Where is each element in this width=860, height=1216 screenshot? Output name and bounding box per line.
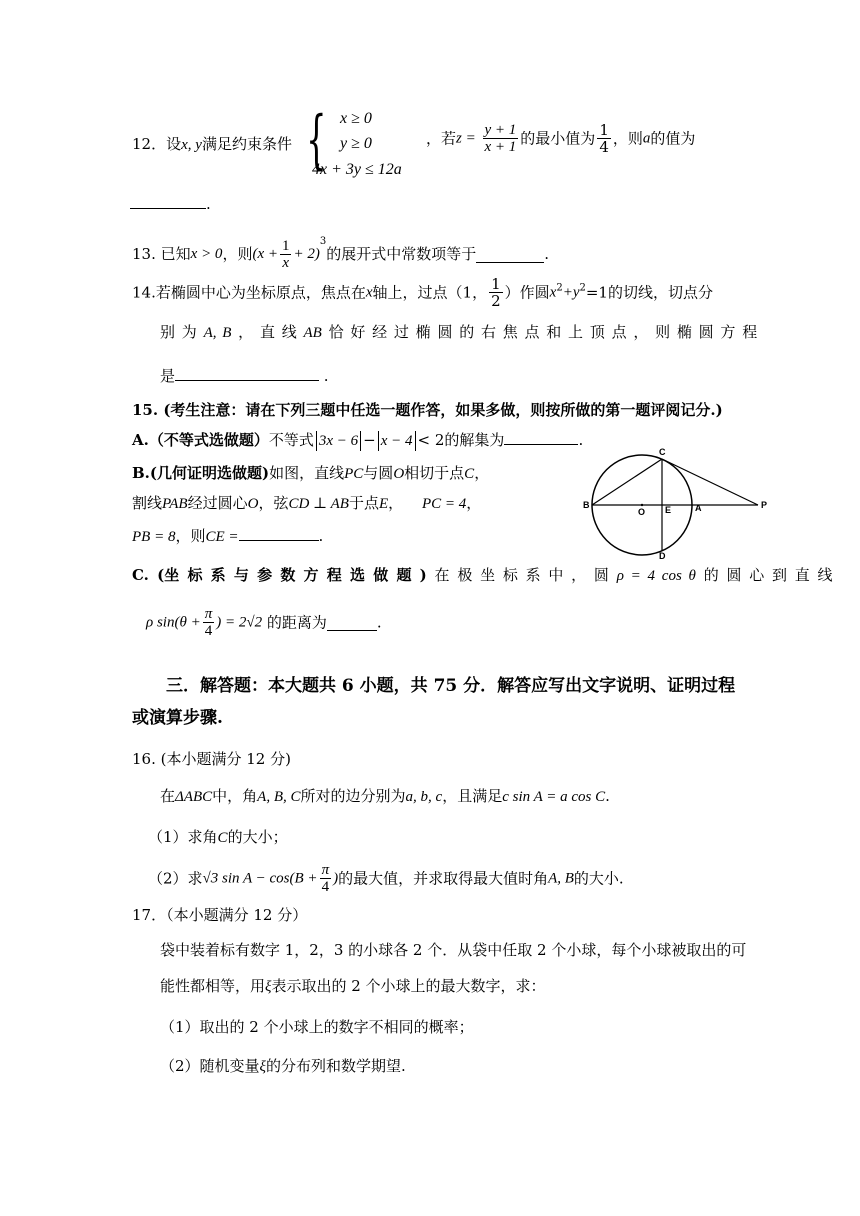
q15a-text: 不等式 [268, 431, 314, 449]
q14-line3 [160, 364, 329, 386]
q13-frac-den: x [282, 254, 290, 271]
q12-brace: { [306, 103, 327, 177]
q15b-o: O [247, 496, 259, 512]
q15b-ce: CE = [205, 529, 239, 545]
q16-ab: A, B [548, 870, 574, 887]
q14-ab: A, B [203, 325, 232, 341]
q12-frac-den: x + 1 [484, 139, 517, 155]
q12-min-num: 1 [599, 121, 609, 139]
q15c-pi: π [204, 606, 213, 622]
q15b-text: 与圆 [363, 464, 394, 482]
q14-text: ）作圆 [504, 283, 550, 302]
q15a-line [132, 428, 583, 451]
q15a-text: 的解集为 [444, 431, 505, 449]
q15a-end: . [578, 431, 584, 449]
section3-heading: 三．解答题：本大题共 6 小题，共 75 分．解答应写出文字说明、证明过程 [166, 676, 736, 696]
q15a-minus: − [363, 431, 376, 449]
q14-text: ， 直 线 [238, 323, 297, 341]
label-p: P [761, 500, 768, 510]
q15b-label: B.(几何证明选做题) [132, 464, 270, 482]
q16-text: 的大小. [573, 869, 624, 888]
q12-constraint-3: 4x + 3y ≤ 12a [312, 161, 402, 178]
q16-fraction [320, 862, 332, 895]
q14-text: 的切线，切点分 [607, 283, 713, 302]
q12-z: z = [456, 130, 476, 147]
q12-min-den: 4 [599, 138, 609, 156]
q13-fraction [280, 238, 292, 271]
q14-number: 14. [132, 283, 156, 302]
q15c-answer-blank[interactable] [327, 614, 377, 631]
q16-triangle: ΔABC [175, 789, 213, 805]
q15b-e: E [378, 496, 389, 512]
q16-abc: A, B, C [257, 789, 301, 805]
q16-text: 的最大值，并求取得最大值时角 [338, 869, 549, 888]
q17-text: 的分布列和数学期望. [265, 1057, 406, 1075]
abs-bar [415, 431, 416, 451]
q15b-answer-blank[interactable] [239, 524, 319, 541]
abs-bar [360, 431, 361, 451]
q15b-pb8: PB = 8 [132, 529, 176, 545]
q15c-text: 在 极 坐 标 系 中 ， 圆 [434, 566, 609, 584]
q12-line1 [132, 134, 292, 155]
q14-text: 若椭圆中心为坐标原点，焦点在 [155, 283, 366, 302]
q12-text: 设 [166, 135, 182, 153]
q16-text: 在 [160, 787, 176, 805]
section3-heading-cont: 或演算步骤. [132, 708, 223, 728]
q14-text: 是 [160, 367, 176, 385]
q15b-line2 [132, 493, 481, 514]
q16-c: C [217, 830, 228, 846]
q17-part2 [160, 1056, 406, 1077]
geometry-figure [580, 444, 776, 560]
label-b: B [583, 500, 590, 510]
q12-frac-num: y + 1 [484, 122, 517, 138]
q17-part1: （1）取出的 2 个小球上的数字不相同的概率； [160, 1018, 474, 1036]
q13-expr: + 2) [293, 246, 320, 262]
q15c-end: . [376, 613, 382, 632]
q15-header: 15. (考生注意：请在下列三题中任选一题作答，如果多做，则按所做的第一题评阅记分.) [132, 401, 723, 419]
q12-fraction [483, 122, 519, 155]
q15c-line1 [132, 565, 833, 586]
q12-number: 12． [132, 135, 167, 153]
q14-end: . [323, 367, 329, 385]
q16-line1 [160, 786, 610, 807]
q13-frac-num: 1 [281, 237, 290, 254]
q12-answer-blank[interactable] [130, 192, 206, 209]
label-a: A [695, 503, 702, 513]
q12-text: ，若 [426, 129, 457, 148]
q12-text: 的最小值为 [520, 129, 596, 148]
q16-expr: ) [333, 870, 339, 887]
q17-text: 能性都相等，用 [160, 977, 266, 995]
q15b-text: 如图，直线 [269, 464, 345, 482]
q15c-label: C. (坐 标 系 与 参 数 方 程 选 做 题 ) [132, 566, 427, 584]
q12-constraint-2: y ≥ 0 [340, 135, 372, 152]
q14-text: 别 为 [160, 323, 197, 341]
q14-square: 2 [579, 282, 586, 294]
q17-line2 [160, 976, 546, 997]
q14-ab2: AB [303, 325, 322, 341]
q15c-four: 4 [204, 623, 213, 639]
q15a-lt: < 2 [417, 431, 445, 449]
abs-bar [378, 431, 379, 451]
q13-expr: (x + [252, 246, 278, 262]
q16-end: . [605, 787, 610, 805]
q16-part1 [148, 827, 288, 848]
q15b-text: ，则 [175, 527, 206, 545]
q15b-pc: PC [344, 466, 364, 482]
q15b-o: O [393, 466, 405, 482]
q15c-text: 的距离为 [266, 613, 327, 632]
q15c-expr: ) = 2√2 [216, 614, 263, 631]
q12-text: 的值为 [650, 129, 696, 148]
q14-line1 [132, 276, 713, 309]
q13-line [132, 232, 549, 271]
q17-text: 表示取出的 2 个小球上的最大数字，求： [271, 977, 546, 995]
q12-line1b [426, 122, 695, 155]
q12-end: . [206, 195, 211, 213]
q15a-abs1: 3x − 6 [318, 433, 359, 449]
q14-line2 [160, 322, 757, 343]
q15a-label: A.（不等式选做题） [132, 431, 269, 449]
label-c: C [659, 447, 666, 457]
q16-four: 4 [321, 879, 330, 895]
q16-text: （2）求 [148, 869, 203, 888]
q14-circle-eq: =1 [585, 283, 608, 302]
q17-line1: 袋中装着标有数字 1，2，3 的小球各 2 个．从袋中任取 2 个小球，每个小球被取出的可 [160, 941, 747, 959]
q17-xi: ξ [265, 979, 272, 995]
q15b-text: ， [474, 464, 490, 482]
q12-text: 满足约束条件 [201, 135, 292, 153]
q13-answer-blank[interactable] [476, 246, 544, 263]
q14-square: 2 [556, 282, 563, 294]
q15c-line2 [146, 606, 382, 639]
q17-xi: ξ [259, 1059, 266, 1075]
q15b-text: ， [466, 494, 482, 512]
tangent-pc [662, 459, 758, 505]
q13-text: ，则 [222, 245, 253, 263]
q16-header: 16. (本小题满分 12 分) [132, 750, 291, 768]
q13-end: . [544, 245, 550, 263]
q15c-rho-eq: ρ = 4 cos θ [616, 568, 696, 584]
q15b-text: 相切于点 [404, 464, 465, 482]
label-e: E [665, 505, 672, 515]
q12-a: a [642, 130, 651, 147]
q14-text: 恰 好 经 过 椭 圆 的 右 焦 点 和 上 顶 点 ， 则 椭 圆 方 程 [328, 323, 758, 341]
q16-text: （1）求角 [148, 828, 218, 846]
q14-circle-y: +y [562, 284, 580, 301]
q12-answer-line [130, 192, 211, 214]
q15b-line1 [132, 463, 489, 484]
q16-text: ，且满足 [442, 787, 503, 805]
center-o-dot [641, 504, 643, 506]
q15b-end: . [318, 527, 324, 545]
q17-header: 17．（本小题满分 12 分） [132, 906, 308, 924]
q13-text: 的展开式中常数项等于 [326, 245, 477, 263]
q16-text: 中，角 [212, 787, 258, 805]
q16-pi: π [321, 862, 330, 878]
q14-fraction [489, 276, 503, 309]
q14-x: x [365, 284, 373, 301]
q16-text: 的大小； [227, 828, 288, 846]
q17-text: （2）随机变量 [160, 1057, 260, 1075]
q14-text: 轴上，过点（1， [372, 283, 488, 302]
q12-min-fraction [597, 122, 611, 155]
q15b-cd-ab: CD ⊥ AB [288, 496, 349, 512]
q13-number: 13. [132, 245, 156, 263]
q13-power: 3 [319, 236, 327, 247]
q15b-text: 割线 [132, 494, 163, 512]
q15b-pab: PAB [162, 496, 188, 512]
q15b-pc4: PC = 4 [421, 496, 467, 512]
q14-frac-den: 2 [491, 292, 501, 310]
q16-part2 [148, 862, 624, 895]
q14-circle-x: x [549, 284, 557, 301]
q15a-answer-blank[interactable] [504, 428, 578, 445]
q12-vars: x, y [181, 137, 202, 153]
q15b-text: 于点 [348, 494, 379, 512]
label-d: D [659, 551, 666, 560]
q16-expr: √3 sin A − cos(B + [202, 870, 318, 887]
q15b-text: ，弦 [258, 494, 289, 512]
q14-frac-num: 1 [491, 275, 501, 293]
q13-condition: x > 0 [190, 246, 223, 262]
q15c-fraction [203, 606, 215, 639]
q15c-text: 的 圆 心 到 直 线 [703, 566, 833, 584]
q13-text: 已知 [160, 245, 191, 263]
q15c-expr: ρ sin(θ + [146, 614, 201, 631]
abs-bar [316, 431, 317, 451]
segment-bc [592, 459, 662, 505]
q15b-text: ， [388, 494, 404, 512]
q12-text: ，则 [612, 129, 643, 148]
q15b-c: C [464, 466, 475, 482]
q15a-abs2: x − 4 [380, 433, 413, 449]
q15b-text: 经过圆心 [187, 494, 248, 512]
q12-constraint-1: x ≥ 0 [340, 110, 372, 127]
label-o: O [638, 507, 646, 517]
q15b-line3 [132, 524, 323, 547]
q16-sides: a, b, c [405, 789, 443, 805]
q16-equation: c sin A = a cos C [502, 789, 606, 805]
q14-answer-blank[interactable] [175, 364, 319, 381]
q16-text: 所对的边分别为 [300, 787, 406, 805]
